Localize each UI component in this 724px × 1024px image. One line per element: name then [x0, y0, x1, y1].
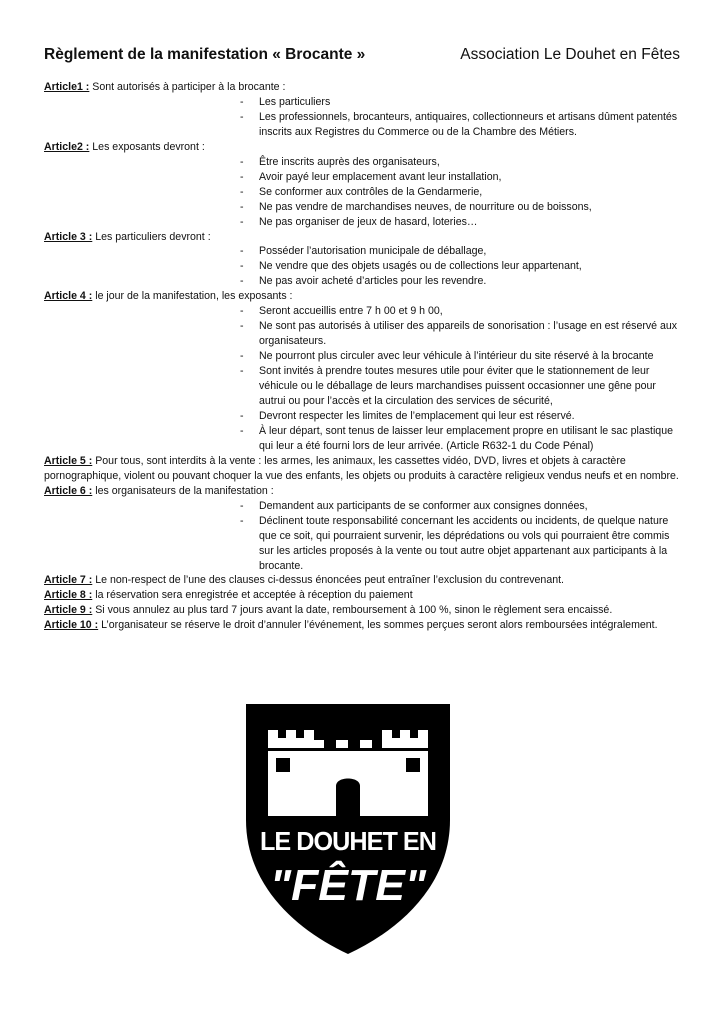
bullet-dash: - — [240, 260, 244, 273]
logo-text-line1: LE DOUHET EN — [260, 826, 437, 856]
list-item — [44, 155, 684, 170]
article-label: Article 5 : — [44, 454, 93, 467]
bullet-dash: - — [240, 110, 244, 123]
article-heading — [44, 230, 684, 245]
article-item-list — [44, 304, 684, 454]
article-label: Article 3 : — [44, 230, 93, 243]
list-item-text: Ne vendre que des objets usagés ou de collections leur appartenant, — [259, 260, 582, 273]
list-item — [44, 200, 684, 215]
bullet-dash: - — [240, 424, 244, 437]
bullet-dash: - — [240, 499, 244, 512]
bullet-dash: - — [240, 320, 244, 333]
article-heading — [44, 618, 684, 633]
article-text: la réservation sera enregistrée et acceptée à réception du paiement — [92, 589, 413, 602]
list-item — [44, 319, 684, 349]
article-item-list — [44, 499, 684, 574]
list-item-text: Les professionnels, brocanteurs, antiquaires, collectionneurs et artisans dûment patentés inscrits aux Registres du Commerce ou de la Chambre des Métiers. — [259, 110, 678, 138]
bullet-dash: - — [240, 350, 244, 363]
article-text: L’organisateur se réserve le droit d’annuler l’événement, les sommes perçues seront alors remboursées intégralement. — [98, 619, 658, 632]
articles-list — [44, 80, 684, 633]
list-item-text: Ne sont pas autorisés à utiliser des appareils de sonorisation : l’usage en est réservé aux organisateurs. — [259, 320, 678, 348]
bullet-dash: - — [240, 245, 244, 258]
article-text: les organisateurs de la manifestation : — [92, 484, 274, 497]
list-item — [44, 349, 684, 364]
bullet-dash: - — [240, 155, 244, 168]
bullet-dash: - — [240, 170, 244, 183]
list-item-text: Avoir payé leur emplacement avant leur installation, — [259, 170, 502, 183]
logo-text-line2: "FÊTE" — [270, 861, 425, 910]
article-label: Article 4 : — [44, 290, 93, 303]
list-item — [44, 304, 684, 319]
article-heading — [44, 454, 684, 484]
article-text: Le non-respect de l’une des clauses ci-dessus énoncées peut entraîner l’exclusion du contrevenant. — [92, 574, 564, 587]
article-heading — [44, 588, 684, 603]
list-item — [44, 95, 684, 110]
article-label: Article 8 : — [44, 589, 93, 602]
list-item — [44, 244, 684, 259]
list-item-text: Être inscrits auprès des organisateurs, — [259, 155, 440, 168]
article-heading — [44, 80, 684, 95]
bullet-dash: - — [240, 365, 244, 378]
list-item-text: Demandent aux participants de se conformer aux consignes données, — [259, 499, 588, 512]
article-heading — [44, 484, 684, 499]
list-item-text: Devront respecter les limites de l’emplacement qui leur est réservé. — [259, 409, 575, 422]
article-block — [44, 140, 684, 230]
article-text: Pour tous, sont interdits à la vente : les armes, les animaux, les cassettes vidéo, DVD, livres et objets à caractère pornographique, violent ou pouvant choquer la vue des enfants, les objets ou produits à caractère religieux vendus neufs et en nombre. — [44, 454, 679, 482]
list-item-text: Ne pas avoir acheté d’articles pour les revendre. — [259, 275, 487, 288]
article-block — [44, 484, 684, 574]
list-item — [44, 259, 684, 274]
article-block — [44, 230, 684, 290]
article-label: Article 6 : — [44, 484, 93, 497]
list-item-text: Sont invités à prendre toutes mesures utile pour éviter que le stationnement de leur véhicule ou le déballage de leurs marchandises puissent occasionner une gêne pour autrui ou pour l’accès et la circulation des services de sécurité, — [259, 365, 656, 408]
list-item — [44, 364, 684, 409]
list-item-text: Se conformer aux contrôles de la Gendarmerie, — [259, 185, 483, 198]
article-item-list — [44, 244, 684, 289]
article-block — [44, 289, 684, 453]
list-item-text: Posséder l’autorisation municipale de déballage, — [259, 245, 487, 258]
list-item-text: Les particuliers — [259, 95, 331, 108]
article-heading — [44, 573, 684, 588]
list-item — [44, 185, 684, 200]
document-header — [44, 46, 680, 68]
article-text: Les particuliers devront : — [92, 230, 211, 243]
article-text: Sont autorisés à participer à la brocante : — [89, 81, 286, 93]
list-item — [44, 514, 684, 574]
list-item-text: Ne pourront plus circuler avec leur véhicule à l’intérieur du site réservé à la brocante — [259, 350, 654, 363]
list-item-text: Ne pas vendre de marchandises neuves, de nourriture ou de boissons, — [259, 200, 592, 213]
article-label: Article 9 : — [44, 604, 93, 617]
list-item — [44, 215, 684, 230]
article-block — [44, 588, 684, 603]
article-block — [44, 573, 684, 588]
document-title: Règlement de la manifestation « Brocante » — [44, 46, 366, 63]
article-item-list — [44, 95, 684, 140]
article-label: Article1 : — [44, 81, 90, 93]
bullet-dash: - — [240, 305, 244, 318]
list-item-text: À leur départ, sont tenus de laisser leur emplacement propre en utilisant le sac plastique qui leur a été fourni lors de leur arrivée. (Article R632-1 du Code Pénal) — [259, 424, 673, 452]
article-text: Les exposants devront : — [89, 140, 205, 153]
article-item-list — [44, 155, 684, 230]
bullet-dash: - — [240, 95, 244, 108]
bullet-dash: - — [240, 409, 244, 422]
list-item — [44, 499, 684, 514]
bullet-dash: - — [240, 185, 244, 198]
list-item-text: Ne pas organiser de jeux de hasard, loteries… — [259, 215, 478, 228]
article-block — [44, 80, 684, 140]
article-label: Article 10 : — [44, 619, 99, 632]
list-item — [44, 409, 684, 424]
list-item — [44, 170, 684, 185]
article-text: le jour de la manifestation, les exposants : — [92, 290, 293, 303]
bullet-dash: - — [240, 200, 244, 213]
article-text: Si vous annulez au plus tard 7 jours avant la date, remboursement à 100 %, sinon le règlement sera encaissé. — [92, 604, 613, 617]
article-label: Article 7 : — [44, 574, 93, 587]
article-label: Article2 : — [44, 140, 90, 153]
article-block — [44, 454, 684, 484]
association-name: Association Le Douhet en Fêtes — [460, 46, 680, 63]
article-heading — [44, 603, 684, 618]
article-block — [44, 603, 684, 618]
article-heading — [44, 140, 684, 155]
bullet-dash: - — [240, 275, 244, 288]
list-item — [44, 274, 684, 289]
list-item-text: Seront accueillis entre 7 h 00 et 9 h 00, — [259, 305, 443, 318]
le-douhet-en-fete-logo — [240, 700, 456, 956]
article-block — [44, 618, 684, 633]
list-item-text: Déclinent toute responsabilité concernant les accidents ou incidents, de quelque nature que ce soit, qui pourraient survenir, les déprédations ou vols qui pourraient être commis sur les articles proposés à la vente ou tout autre objet appartenant aux participants à la brocante. — [259, 514, 670, 572]
bullet-dash: - — [240, 215, 244, 228]
list-item — [44, 424, 684, 454]
list-item — [44, 110, 684, 140]
bullet-dash: - — [240, 514, 244, 527]
article-heading — [44, 289, 684, 304]
